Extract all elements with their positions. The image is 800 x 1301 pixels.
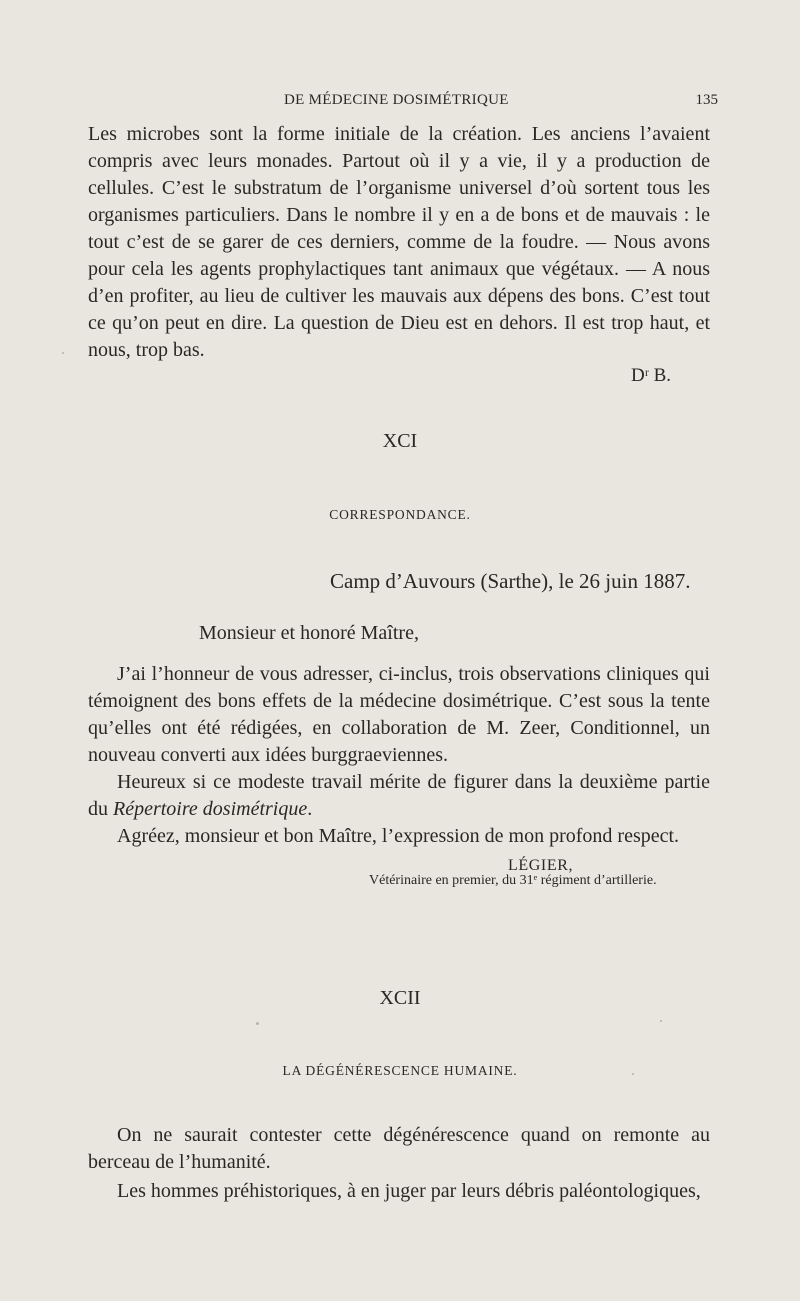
paper-speck <box>660 1020 662 1022</box>
letter-paragraph-2-text: Heureux si ce modeste travail mérite de figurer dans la deuxième partie du <box>88 771 710 820</box>
letter-dateline: Camp d’Auvours (Sarthe), le 26 juin 1887. <box>330 569 691 593</box>
letter-salutation: Monsieur et honoré Maître, <box>199 622 419 644</box>
repertoire-title: Répertoire dosimétrique <box>113 798 308 820</box>
section-title-correspondance: CORRESPONDANCE. <box>329 507 471 522</box>
running-title: DE MÉDECINE DOSIMÉTRIQUE <box>284 92 509 108</box>
page-number: 135 <box>695 92 718 108</box>
closing-paragraph-microbes: Les microbes sont la forme initiale de la création. Les anciens l’avaient compris avec leurs monades. Partout où il y a vie, il y a production de cellules. C’est le substratum de l’organisme universel d’où sortent tous les organismes particuliers. Dans le nombre il y en a de bons et de mauvais : le tout c’est de se garer de ces derniers, comme de la foudre. — Nous avons pour cela les agents prophylactiques tant animaux que végétaux. — A nous d’en profiter, au lieu de cultiver les mauvais aux dépens des bons. C’est tout ce qu’on peut en dire. La question de Dieu est en dehors. Il est trop haut, et nous, trop bas. <box>88 123 710 361</box>
section-number-xci: XCI <box>382 430 418 452</box>
degenerescence-paragraph-1: On ne saurait contester cette dégénérescence quand on remonte au berceau de l’humanité. <box>88 1124 710 1173</box>
paper-speck <box>256 1022 259 1025</box>
running-head <box>88 92 718 114</box>
section-title-degenerescence: LA DÉGÉNÉRESCENCE HUMAINE. <box>282 1063 518 1078</box>
letter-paragraph-2-end: . <box>307 798 313 820</box>
signer-title: Vétérinaire en premier, du 31ᵉ régiment d’artillerie. <box>369 873 657 888</box>
letter-paragraph-2 <box>88 769 710 823</box>
paper-speck <box>632 1073 634 1075</box>
letter-paragraph-1: J’ai l’honneur de vous adresser, ci-inclus, trois observations cliniques qui témoignent des bons effets de la médecine dosimétrique. C’est sous la tente qu’elles ont été rédigées, en collaboration de M. Zeer, Conditionnel, un nouveau converti aux idées burggraeviennes. <box>88 663 710 766</box>
letter-closing: Agréez, monsieur et bon Maître, l’expression de mon profond respect. <box>117 825 680 847</box>
degenerescence-paragraph-2: Les hommes préhistoriques, à en juger par leurs débris paléontologiques, <box>117 1180 701 1202</box>
author-signature: Dʳ B. <box>631 365 672 386</box>
paper-speck <box>62 352 64 354</box>
signer-name: LÉGIER, <box>508 857 574 874</box>
section-number-xcii: XCII <box>379 987 421 1009</box>
